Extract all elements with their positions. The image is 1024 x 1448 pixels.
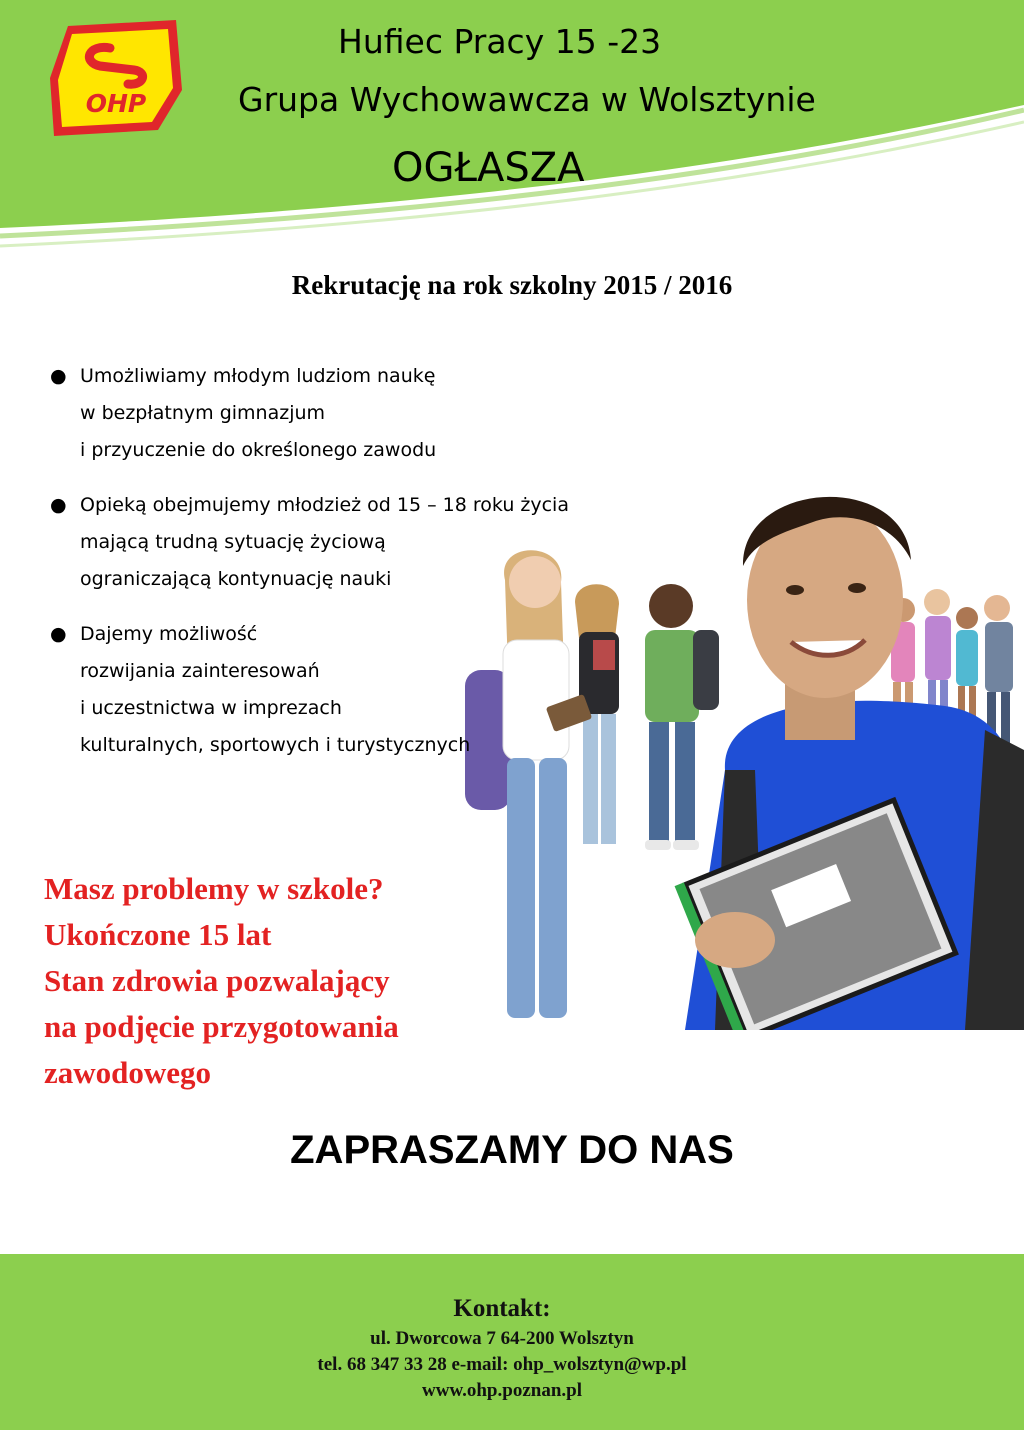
list-item (50, 487, 690, 598)
bullet-text: w bezpłatnym gimnazjum (80, 402, 326, 424)
bullet-icon: ● (50, 365, 67, 387)
bullet-icon: ● (50, 494, 67, 516)
requirement-line: Masz problemy w szkole? (44, 871, 384, 906)
requirement-line: Ukończone 15 lat (44, 917, 272, 952)
bullet-text: Opieką obejmujemy młodzież od 15 – 18 roku życia (80, 494, 569, 516)
requirement-line: Stan zdrowia pozwalający (44, 963, 390, 998)
bullet-text: Umożliwiamy młodym ludziom naukę (80, 365, 436, 387)
bullet-text: kulturalnych, sportowych i turystycznych (80, 734, 471, 756)
contact-title: Kontakt: (453, 1295, 551, 1322)
bullet-text: Dajemy możliwość (80, 623, 258, 645)
contact-address: ul. Dworcowa 7 64-200 Wolsztyn (370, 1328, 634, 1349)
title-announces: OGŁASZA (392, 145, 585, 191)
bullet-text: i uczestnictwa w imprezach (80, 697, 342, 719)
title-line-2: Grupa Wychowawcza w Wolsztynie (238, 80, 816, 119)
requirements-block (44, 866, 399, 1096)
title-line-1: Hufiec Pracy 15 -23 (338, 22, 662, 61)
requirement-line: na podjęcie przygotowania (44, 1009, 399, 1044)
list-item (50, 616, 690, 764)
bullet-text: ograniczającą kontynuację nauki (80, 568, 392, 590)
requirement-line: zawodowego (44, 1055, 212, 1090)
header-banner (0, 0, 1024, 250)
boy-blue-shirt (675, 497, 1024, 1030)
bullet-text: mającą trudną sytuację życiową (80, 531, 386, 553)
contact-phone-email: tel. 68 347 33 28 e-mail: ohp_wolsztyn@wp.pl (317, 1354, 687, 1375)
ohp-logo (48, 18, 188, 140)
contact-footer (0, 1254, 1024, 1430)
benefits-list (50, 358, 690, 782)
bullet-text: i przyuczenie do określonego zawodu (80, 439, 437, 461)
contact-block (0, 1292, 1004, 1404)
list-item (50, 358, 690, 469)
recruitment-heading: Rekrutację na rok szkolny 2015 / 2016 (291, 270, 733, 300)
logo-text: OHP (85, 89, 147, 118)
invite-heading: ZAPRASZAMY DO NAS (290, 1128, 734, 1172)
bullet-text: rozwijania zainteresowań (80, 660, 320, 682)
contact-website[interactable]: www.ohp.poznan.pl (422, 1380, 582, 1401)
bullet-icon: ● (50, 623, 67, 645)
